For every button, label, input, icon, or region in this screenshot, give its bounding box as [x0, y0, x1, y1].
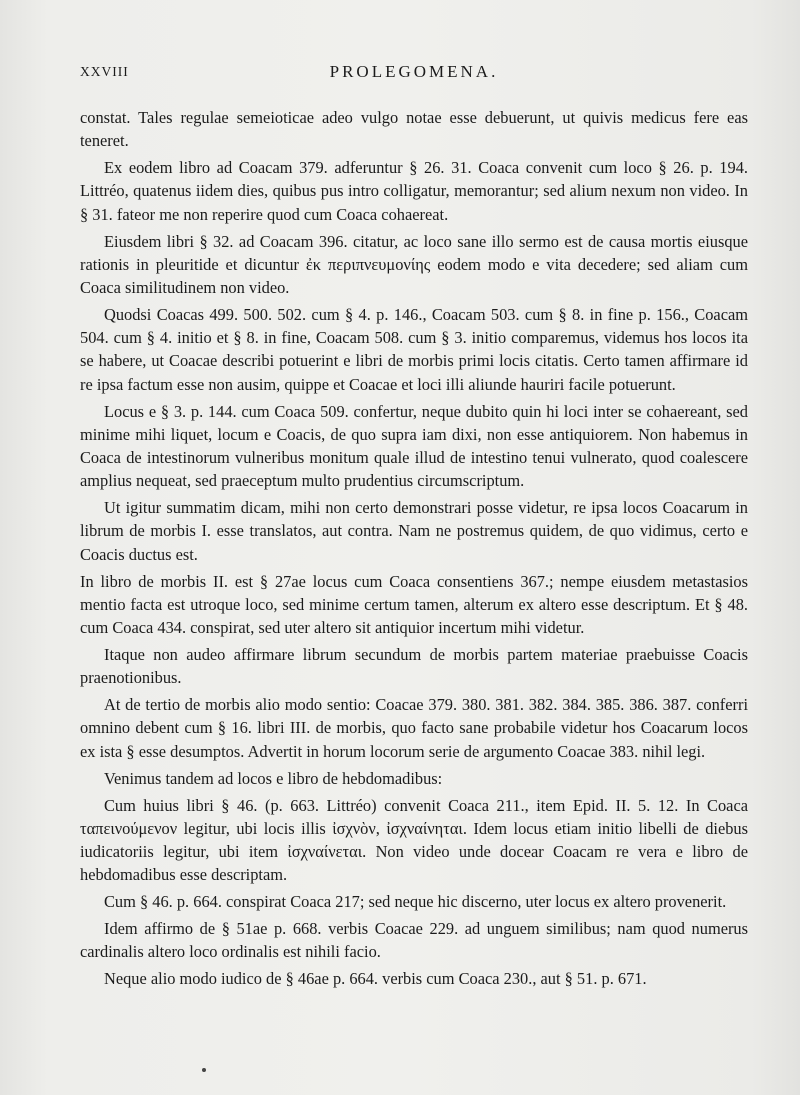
paragraph: Itaque non audeo affirmare librum secundum de morbis partem materiae praebuisse Coacis praenotionibus.	[80, 645, 748, 688]
paragraph: Venimus tandem ad locos e libro de hebdomadibus:	[104, 768, 443, 788]
paragraph: Cum huius libri § 46. (p. 663. Littréo) convenit Coaca 211., item Epid. II. 5. 12. In Coaca ταπεινούμενον legitur, ubi locis illis ἰσχνὸν, ἰσχναίνηται. Idem locus etiam initio libelli de diebus iudicatoriis legitur, ubi item ἰσχναίνεται. Non video unde docear Coacam re vera e libro de hebdomadibus esse descriptam.	[80, 795, 748, 885]
paragraph: At de tertio de morbis alio modo sentio: Coacae 379. 380. 381. 382. 384. 385. 386. 387. conferri omnino debent cum § 16. libri III. de morbis, quo facto sane probabile videtur hos Coacarum locos ex ista § esse desumptos. Advertit in horum locorum serie de argumento Coacae 383. nihil legi.	[80, 695, 748, 761]
paragraph: Quodsi Coacas 499. 500. 502. cum § 4. p. 146., Coacam 503. cum § 8. in fine p. 156., Coacam 504. cum § 4. initio et § 8. in fine, Coacam 508. cum § 3. initio comparemus, videmus hos locos ita se habere, ut Coacae describi potuerint e libri de morbis primi locis citatis. Certo tamen affirmare id re ipsa factum esse non ausim, quippe et Coacae et loci illi aliunde hauriri facile potuerunt.	[80, 305, 748, 394]
paragraph: Locus e § 3. p. 144. cum Coaca 509. confertur, neque dubito quin hi loci inter se cohaereant, sed minime mihi liquet, locum e Coacis, de quo supra iam dixi, non esse antiquiorem. Non habemus in Coaca de intestinorum vulneribus monitum quale illud de intestino tenui vulnerato, quod coalescere amplius nequeat, sed praeceptum multo prudentius circumscriptum.	[80, 401, 748, 491]
page-title: PROLEGOMENA.	[329, 62, 499, 81]
paragraph: Neque alio modo iudico de § 46ae p. 664. verbis cum Coaca 230., aut § 51. p. 671.	[104, 969, 647, 989]
paragraph: In libro de morbis II. est § 27ae locus cum Coaca consentiens 367.; nempe eiusdem metastasios mentio facta est utroque loco, sed minime certum tamen, alterum ex altero esse descriptum. Et § 48. cum Coaca 434. conspirat, sed uter altero sit antiquior incertum mihi videtur.	[80, 571, 748, 638]
paragraph: Eiusdem libri § 32. ad Coacam 396. citatur, ac loco sane illo sermo est de causa mortis eiusque rationis in pleuritide et dicuntur ἐκ περιπνευμονίης eodem modo e vita decedere; sed aliam cum Coaca similitudinem non video.	[80, 231, 748, 298]
paragraph: Idem affirmo de § 51ae p. 668. verbis Coacae 229. ad unguem similibus; nam quod numerus cardinalis altero loco ordinalis est nihili facio.	[80, 919, 748, 962]
running-header	[80, 62, 748, 86]
paragraph: Cum § 46. p. 664. conspirat Coaca 217; sed neque hic discerno, uter locus ex altero provenerit.	[104, 892, 727, 912]
paragraph: Ut igitur summatim dicam, mihi non certo demonstrari posse videtur, re ipsa locos Coacarum in librum de morbis I. esse translatos, aut contra. Nam ne postremus quidem, de quo vidimus, certo e Coacis ductus est.	[80, 498, 748, 564]
print-speck	[202, 1068, 206, 1072]
body-text	[80, 106, 748, 994]
paragraph: Ex eodem libro ad Coacam 379. adferuntur § 26. 31. Coaca convenit cum loco § 26. p. 194. Littréo, quatenus iidem dies, quibus pus intro colligatur, memorantur; sed alium nexum non video. In § 31. fateor me non reperire quod cum Coaca cohaereat.	[80, 158, 748, 224]
page-number: XXVIII	[80, 64, 129, 79]
paragraph: constat. Tales regulae semeioticae adeo vulgo notae esse debuerunt, ut quivis medicus fere eas teneret.	[80, 108, 748, 151]
